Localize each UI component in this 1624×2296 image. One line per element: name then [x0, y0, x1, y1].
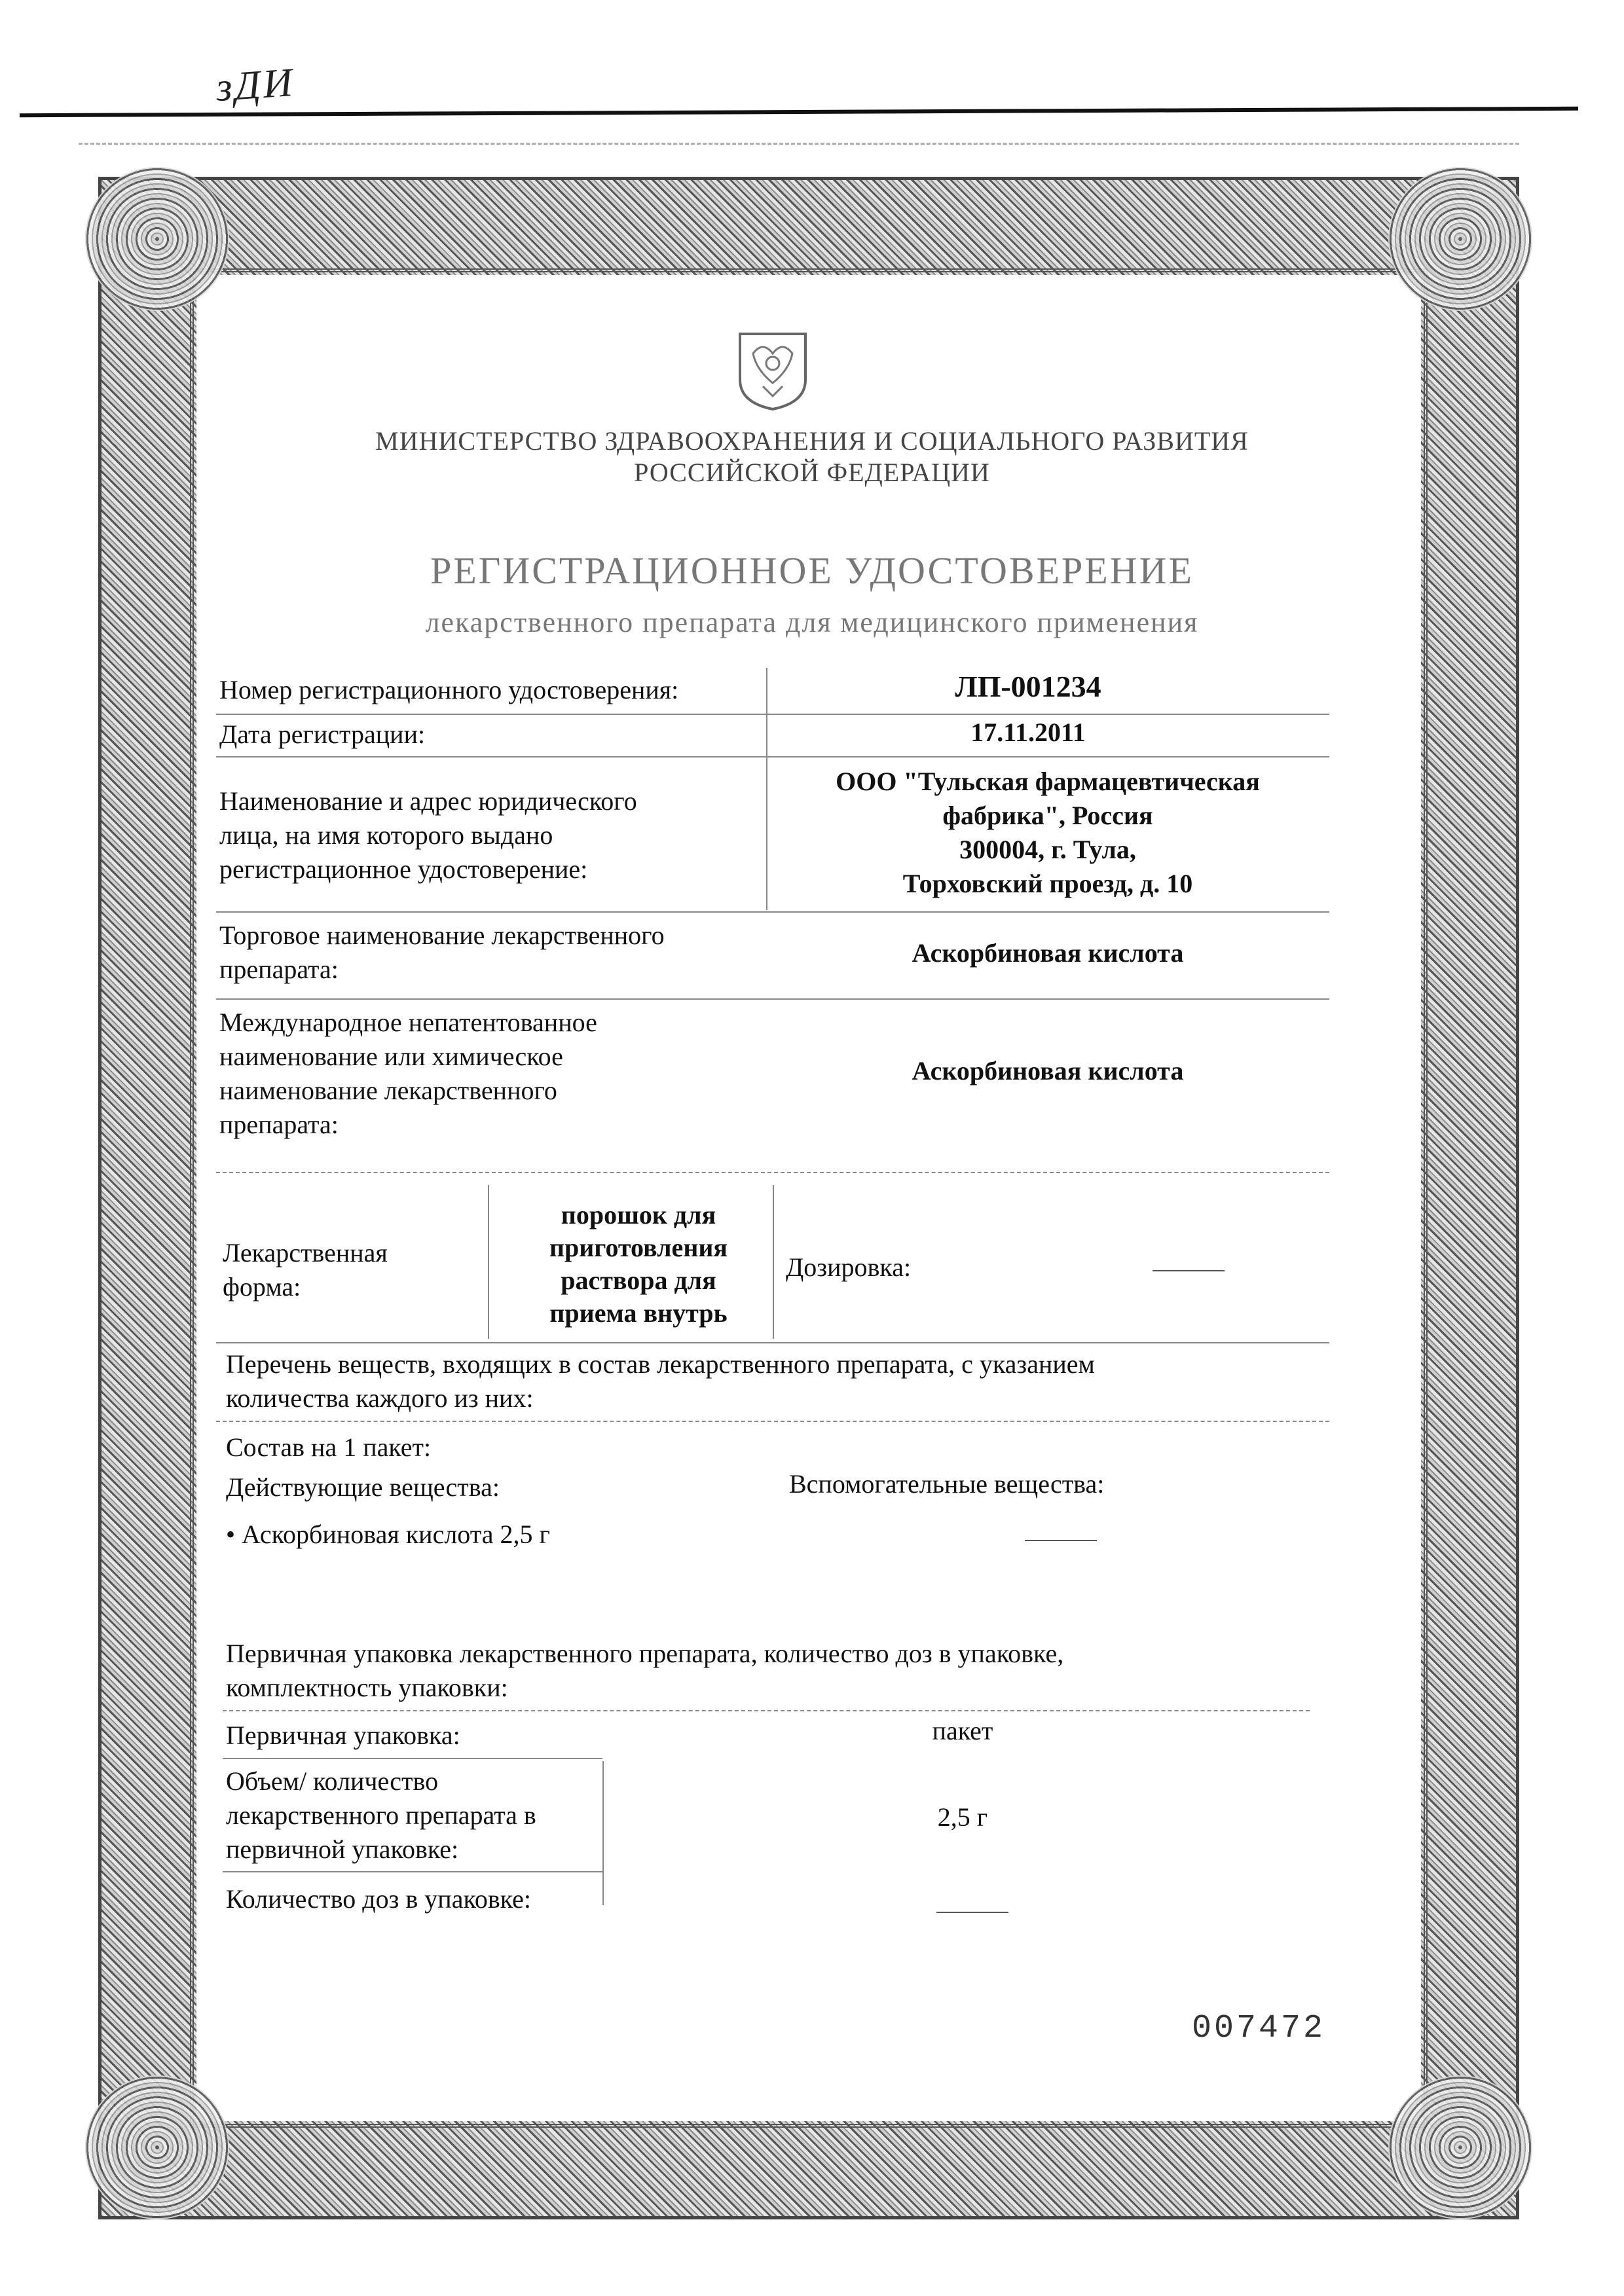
holder-value-line4: Торховский проезд, д. 10	[902, 869, 1193, 898]
corner-rosette-top-left	[85, 167, 229, 311]
divider	[216, 1421, 1329, 1422]
active-substances-label: Действующие вещества:	[226, 1472, 500, 1502]
trade-name-label-line2: препарата:	[219, 955, 339, 984]
corner-rosette-bottom-right	[1388, 2075, 1532, 2219]
divider	[223, 1710, 1310, 1711]
trade-name-value: Аскорбиновая кислота	[912, 938, 1184, 968]
form-label-line1: Лекарственная	[223, 1238, 388, 1267]
divider	[216, 1172, 1329, 1173]
inn-label-line2: наименование или химическое	[219, 1042, 563, 1071]
holder-value-line2: фабрика", Россия	[942, 801, 1153, 830]
holder-value-line1: ООО "Тульская фармацевтическая	[836, 767, 1260, 796]
primary-pack-label: Первичная упаковка:	[226, 1721, 460, 1750]
inn-label-line3: наименование лекарственного	[219, 1076, 557, 1105]
holder-value-line3: 300004, г. Тула,	[959, 835, 1136, 864]
form-value-line2: приготовления	[549, 1233, 728, 1262]
column-divider	[773, 1185, 774, 1339]
form-value-line1: порошок для	[561, 1200, 716, 1230]
volume-label-line2: лекарственного препарата в	[226, 1800, 536, 1830]
divider	[216, 756, 1329, 757]
serial-number: 007472	[1192, 2010, 1326, 2047]
empty-value-dash	[936, 1912, 1008, 1913]
document-title: РЕГИСТРАЦИОННОЕ УДОСТОВЕРЕНИЕ	[430, 549, 1194, 592]
empty-value-dash	[1153, 1270, 1225, 1271]
reg-number-label: Номер регистрационного удостоверения:	[219, 675, 679, 704]
holder-label-line1: Наименование и адрес юридического	[219, 786, 637, 816]
divider	[216, 1342, 1329, 1343]
form-value-line4: приема внутрь	[549, 1298, 728, 1328]
active-substance-item: • Аскорбиновая кислота 2,5 г	[226, 1520, 550, 1549]
form-value-line3: раствора для	[561, 1266, 716, 1295]
divider	[223, 1871, 602, 1872]
divider	[216, 911, 1329, 913]
holder-label-line3: регистрационное удостоверение:	[219, 854, 588, 884]
empty-value-dash	[1025, 1540, 1097, 1541]
primary-pack-value: пакет	[932, 1716, 993, 1745]
composition-intro-line2: количества каждого из них:	[226, 1383, 534, 1413]
scan-dashed-rule	[79, 143, 1519, 146]
divider	[216, 714, 1329, 715]
inn-label-line1: Международное непатентованное	[219, 1008, 597, 1037]
ministry-name: МИНИСТЕРСТВО ЗДРАВООХРАНЕНИЯ И СОЦИАЛЬНОГО РАЗВИТИЯ	[375, 426, 1249, 456]
divider	[223, 1758, 602, 1759]
document-subtitle: лекарственного препарата для медицинского применения	[425, 606, 1199, 638]
dosage-label: Дозировка:	[786, 1252, 912, 1282]
divider	[216, 998, 1329, 1000]
per-pack-label: Состав на 1 пакет:	[226, 1432, 432, 1462]
reg-date-value: 17.11.2011	[970, 718, 1086, 747]
holder-label-line2: лица, на имя которого выдано	[219, 820, 553, 850]
corner-rosette-top-right	[1388, 167, 1532, 311]
volume-label-line1: Объем/ количество	[226, 1766, 439, 1796]
excipients-label: Вспомогательные вещества:	[789, 1469, 1105, 1499]
reg-number-value: ЛП-001234	[955, 670, 1101, 703]
corner-rosette-bottom-left	[85, 2075, 229, 2219]
inn-value: Аскорбиновая кислота	[912, 1056, 1184, 1085]
form-label-line2: форма:	[223, 1272, 301, 1302]
handwritten-mark: зДИ	[214, 60, 297, 111]
column-divider	[602, 1761, 604, 1905]
packaging-intro-line2: комплектность упаковки:	[226, 1673, 508, 1702]
packaging-intro-line1: Первичная упаковка лекарственного препарата, количество доз в упаковке,	[226, 1639, 1064, 1668]
doses-label: Количество доз в упаковке:	[226, 1884, 532, 1914]
ministry-country: РОССИЙСКОЙ ФЕДЕРАЦИИ	[634, 458, 990, 487]
reg-date-label: Дата регистрации:	[219, 720, 426, 749]
volume-label-line3: первичной упаковке:	[226, 1834, 459, 1864]
volume-value: 2,5 г	[937, 1802, 988, 1832]
inn-label-line4: препарата:	[219, 1110, 339, 1139]
composition-intro-line1: Перечень веществ, входящих в состав лекарственного препарата, с указанием	[226, 1349, 1095, 1379]
coat-of-arms-icon	[733, 327, 812, 412]
trade-name-label-line1: Торговое наименование лекарственного	[219, 920, 665, 950]
